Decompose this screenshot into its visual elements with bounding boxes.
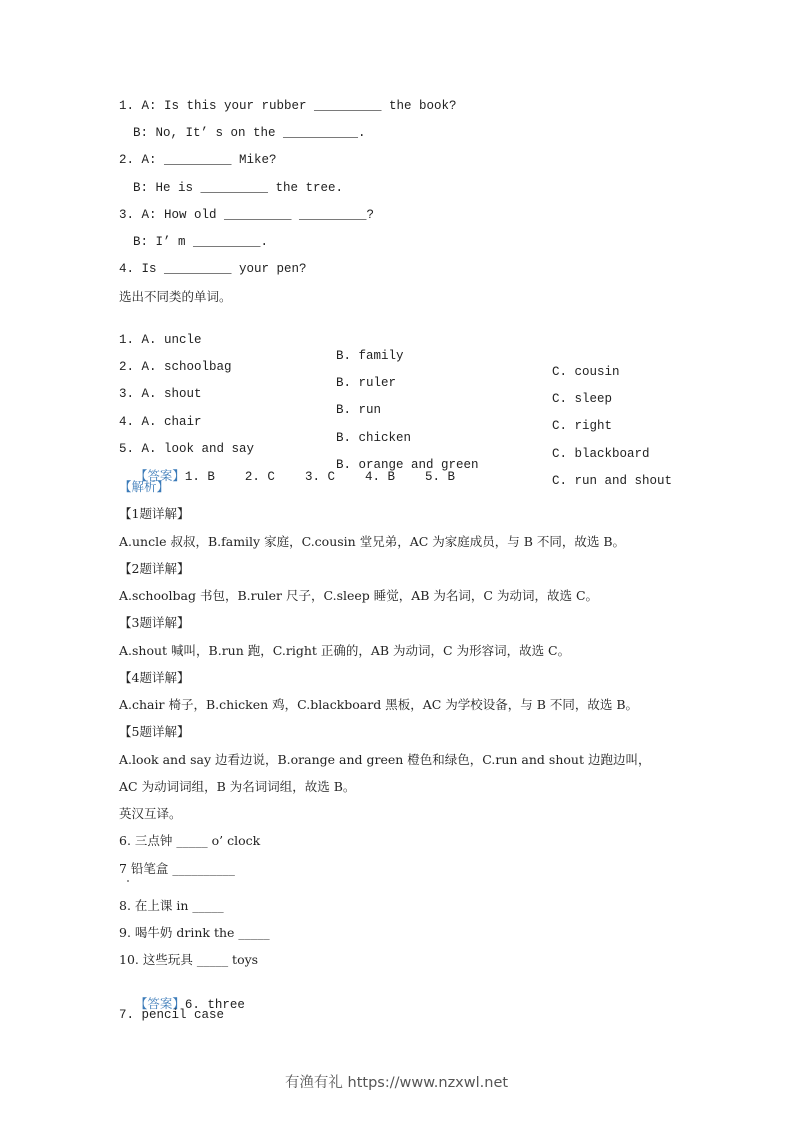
answer-text: 1. B 2. C 3. C 4. B 5. B [184, 470, 455, 484]
answer-line [119, 452, 455, 501]
answer-7: 7. pencil case [119, 1008, 225, 1022]
question-3b: B: I’ m _________. [133, 235, 269, 249]
detail-text-3: A.shout 喊叫，B.run 跑，C.right 正确的，AB 为动词，C 为形容词，故选 C。 [119, 643, 571, 658]
option-a: 5. A. look and say [119, 442, 255, 456]
option-b: B. ruler [336, 376, 397, 390]
detail-title-3: 【3题详解】 [119, 615, 190, 630]
option-c: C. blackboard [552, 447, 650, 461]
analysis-tag: 【解析】 [119, 479, 170, 494]
answer-tag: 【答案】 [134, 468, 185, 483]
detail-text-2: A.schoolbag 书包，B.ruler 尺子，C.sleep 睡觉，AB 为名词，C 为动词，故选 C。 [119, 588, 599, 603]
translation-item-10: 10. 这些玩具 _____ toys [119, 952, 259, 967]
section-heading: 选出不同类的单词。 [119, 289, 232, 304]
detail-title-4: 【4题详解】 [119, 670, 190, 685]
answer-6: 6. three [184, 998, 245, 1012]
question-2a: 2. A: _________ Mike? [119, 153, 277, 167]
option-b: B. chicken [336, 431, 412, 445]
question-2b: B: He is _________ the tree. [133, 181, 344, 195]
option-c: C. run and shout [552, 474, 673, 488]
detail-title-1: 【1题详解】 [119, 506, 190, 521]
question-4a: 4. Is _________ your pen? [119, 262, 307, 276]
detail-text-1: A.uncle 叔叔，B.family 家庭，C.cousin 堂兄弟，AC 为家庭成员，与 B 不同，故选 B。 [119, 534, 626, 549]
option-c: C. cousin [552, 365, 620, 379]
option-a: 2. A. schoolbag [119, 360, 232, 374]
detail-text-5b: AC 为动词词组，B 为名词词组，故选 B。 [119, 779, 356, 794]
option-b: B. run [336, 403, 382, 417]
footer-watermark: 有渔有礼 https://www.nzxwl.net [284, 1075, 509, 1091]
translation-item-8: 8. 在上课 in _____ [119, 898, 224, 913]
option-a: 4. A. chair [119, 415, 202, 429]
option-a: 1. A. uncle [119, 333, 202, 347]
option-c: C. right [552, 419, 613, 433]
detail-text-4: A.chair 椅子，B.chicken 鸡，C.blackboard 黑板，AC 为学校设备，与 B 不同，故选 B。 [119, 697, 639, 712]
option-a: 3. A. shout [119, 387, 202, 401]
answer-tag: 【答案】 [134, 996, 185, 1011]
detail-text-5: A.look and say 边看边说，B.orange and green 橙色和绿色，C.run and shout 边跑边叫， [119, 752, 651, 767]
detail-title-5: 【5题详解】 [119, 724, 190, 739]
detail-title-2: 【2题详解】 [119, 561, 190, 576]
translation-item-7: 7 铅笔盒 __________ [119, 861, 235, 876]
stray-mark [127, 880, 129, 882]
question-3a: 3. A: How old _________ _________? [119, 208, 375, 222]
option-c: C. sleep [552, 392, 613, 406]
question-1b: B: No, It’ s on the __________. [133, 126, 366, 140]
translation-item-9: 9. 喝牛奶 drink the _____ [119, 925, 270, 940]
option-b: B. family [336, 349, 404, 363]
section-heading: 英汉互译。 [119, 806, 182, 821]
question-1a: 1. A: Is this your rubber _________ the book? [119, 99, 457, 113]
option-b: B. orange and green [336, 458, 479, 472]
translation-item-6: 6. 三点钟 _____ o’ clock [119, 833, 261, 848]
